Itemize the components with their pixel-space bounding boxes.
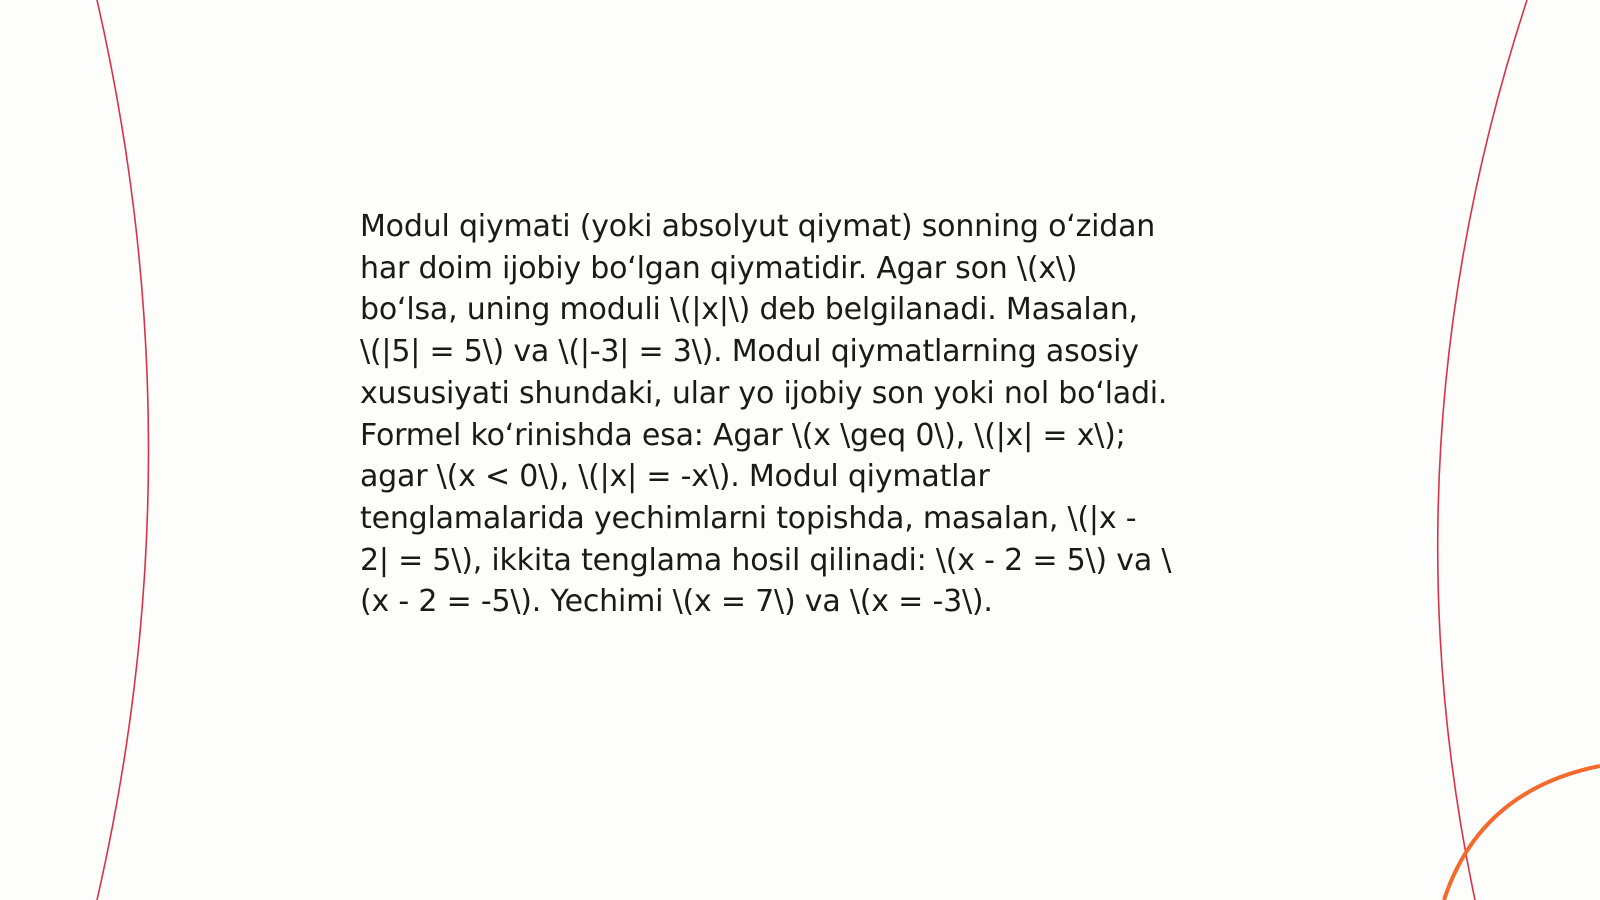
corner-arc (1444, 766, 1600, 900)
left-curve (97, 0, 149, 900)
right-curve (1438, 0, 1527, 900)
slide-body-text: Modul qiymati (yoki absolyut qiymat) sonning o‘zidan har doim ijobiy bo‘lgan qiymatidir. Agar son \(x\) bo‘lsa, uning moduli \(|x|\) deb belgilanadi. Masalan, \(|5| = 5\) va \(|-3| = 3\). Modul qiymatlarning asosiy xususiyati shundaki, ular yo ijobiy son yoki nol bo‘ladi. Formel ko‘rinishda esa: Agar \(x \geq 0\), \(|x| = x\); agar \(x < 0\), \(|x| = -x\). Modul qiymatlar tenglamalarida yechimlarni topishda, masalan, \(|x - 2| = 5\), ikkita tenglama hosil qilinadi: \(x - 2 = 5\) va \ (x - 2 = -5\). Yechimi \(x = 7\) va \(x = -3\). (360, 209, 1172, 620)
